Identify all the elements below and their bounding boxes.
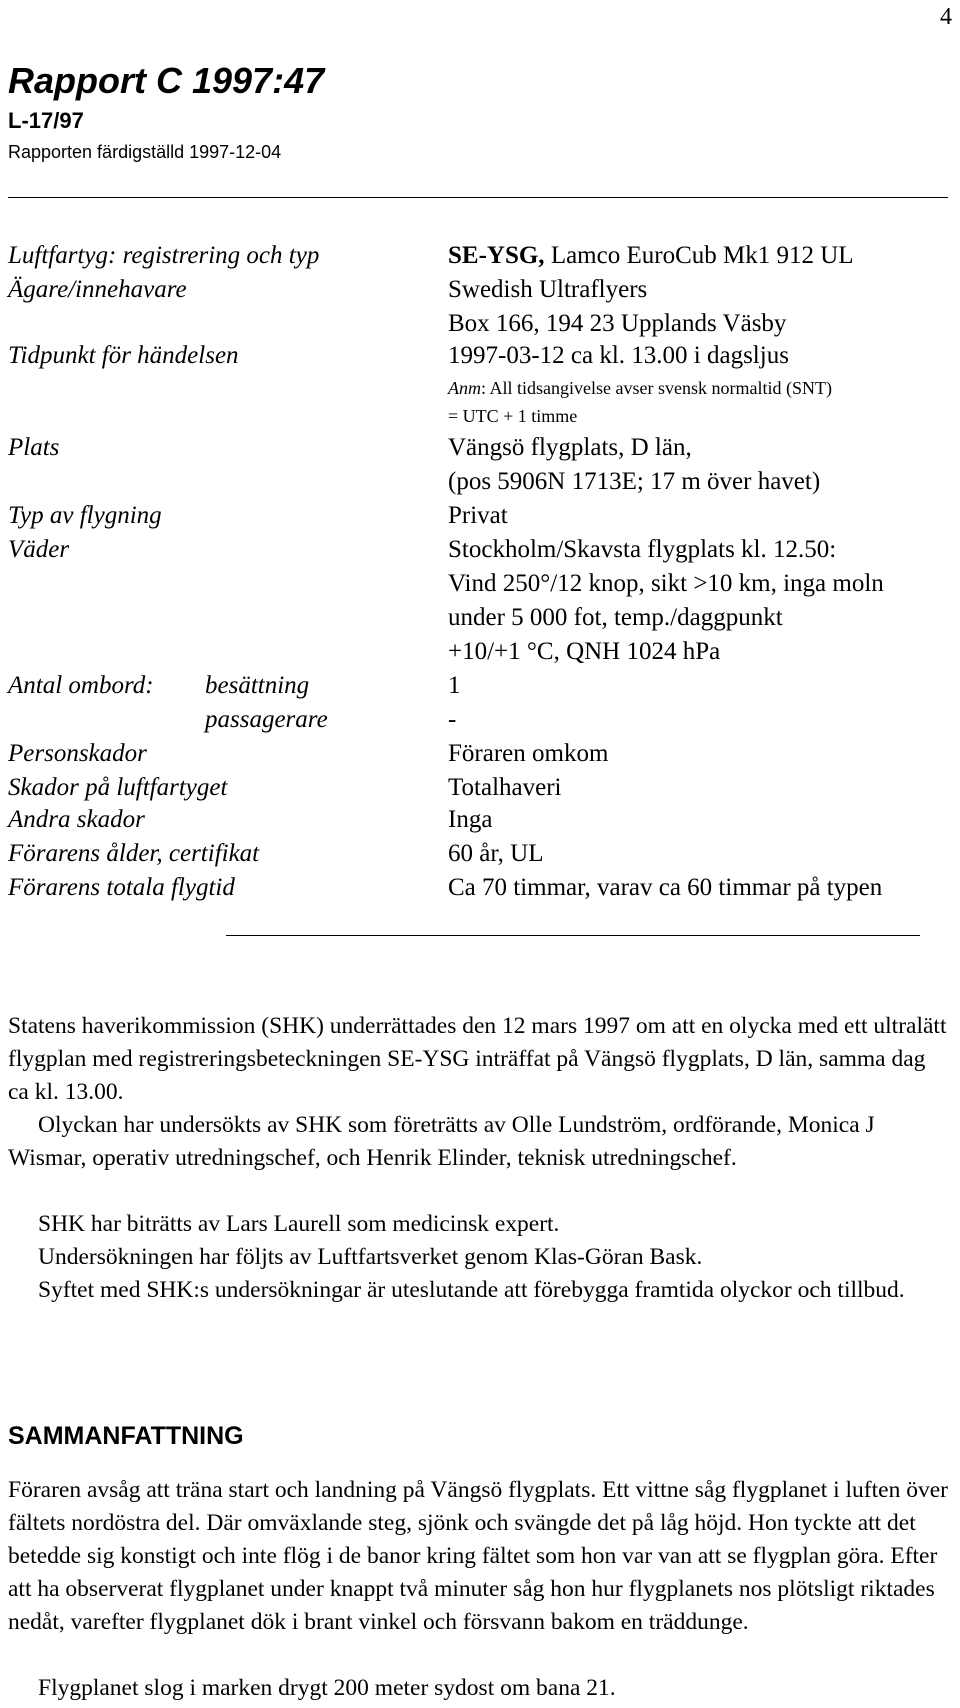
other-damage-label: Andra skador (8, 806, 145, 833)
crew-value: 1 (448, 672, 461, 699)
aircraft-label: Luftfartyg: registrering och typ (8, 242, 320, 269)
header-divider (8, 197, 948, 198)
place-position: (pos 5906N 1713E; 17 m över havet) (448, 468, 821, 495)
owner-label: Ägare/innehavare (8, 276, 187, 303)
completion-date: Rapporten färdigställd 1997-12-04 (8, 142, 282, 162)
damage-label: Skador på luftfartyget (8, 774, 228, 801)
report-subtitle: L-17/97 (8, 108, 84, 133)
flight-type-value: Privat (448, 502, 508, 529)
owner-name: Swedish Ultraflyers (448, 276, 648, 303)
time-value: 1997-03-12 ca kl. 13.00 i dagsljus (448, 342, 789, 369)
summary-paragraph: Föraren avsåg att träna start och landning på Vängsö flygplats. Ett vittne såg flygplanet i luften över fältets nordöstra del. Där omväxlande steg, sjönk och svängde det på låg höjd. Hon tyckte att det betedde sig konstigt och inte flög i de banor kring fältet som hon var van att se flygplan göra. Efter att ha observerat flygplanet under knappt två minuter såg hon hur flygplanets nos plötsligt riktades nedåt, varefter flygplanet dök i brant vinkel och försvann bakom en träddunge. (8, 1477, 948, 1635)
flight-type-label: Typ av flygning (8, 502, 162, 529)
injuries-label: Personskador (8, 740, 147, 767)
time-label: Tidpunkt för händelsen (8, 342, 239, 369)
medical-expert-paragraph: SHK har biträtts av Lars Laurell som medicinsk expert. (38, 1211, 560, 1237)
page-number: 4 (940, 4, 952, 30)
place-value: Vängsö flygplats, D län, (448, 434, 692, 461)
time-note-text: : All tidsangivelse avser svensk normaltid (SNT) (481, 378, 832, 398)
injuries-value: Föraren omkom (448, 740, 609, 767)
passengers-label: passagerare (205, 706, 328, 733)
flight-time-value: Ca 70 timmar, varav ca 60 timmar på typen (448, 874, 883, 901)
intro-paragraph: Statens haverikommission (SHK) underrättades den 12 mars 1997 om att en olycka med ett ultralätt flygplan med registreringsbeteckningen SE-YSG inträffat på Vängsö flygplats, D län, samma dag ca kl. 13.00. (8, 1013, 947, 1105)
place-label: Plats (8, 434, 60, 461)
weather-line-2: Vind 250°/12 knop, sikt >10 km, inga moln (448, 570, 884, 597)
aircraft-value (448, 242, 854, 270)
pilot-value: 60 år, UL (448, 840, 544, 867)
weather-line-3: under 5 000 fot, temp./daggpunkt (448, 604, 783, 631)
crew-label: besättning (205, 672, 310, 699)
weather-line-1: Stockholm/Skavsta flygplats kl. 12.50: (448, 536, 837, 563)
weather-line-4: +10/+1 °C, QNH 1024 hPa (448, 638, 721, 665)
aircraft-type: Lamco EuroCub Mk1 912 UL (544, 242, 854, 269)
investigation-paragraph: Olyckan har undersökts av SHK som företrätts av Olle Lundström, ordförande, Monica J Wismar, operativ utredningschef, och Henrik Elinder, teknisk utredningschef. (8, 1112, 875, 1171)
time-note-prefix: Anm (448, 378, 481, 398)
impact-paragraph: Flygplanet slog i marken drygt 200 meter sydost om bana 21. (38, 1675, 616, 1701)
time-note-line2: = UTC + 1 timme (448, 406, 578, 426)
owner-address: Box 166, 194 23 Upplands Väsby (448, 310, 787, 337)
aircraft-registration: SE-YSG, (448, 242, 545, 269)
facts-divider (226, 935, 920, 936)
purpose-paragraph: Syftet med SHK:s undersökningar är uteslutande att förebygga framtida olyckor och tillbud. (38, 1277, 905, 1303)
summary-heading: SAMMANFATTNING (8, 1422, 244, 1450)
time-note (448, 378, 832, 399)
flight-time-label: Förarens totala flygtid (8, 874, 235, 901)
pilot-label: Förarens ålder, certifikat (8, 840, 260, 867)
weather-label: Väder (8, 536, 70, 563)
damage-value: Totalhaveri (448, 774, 562, 801)
passengers-value: - (448, 706, 457, 733)
report-title: Rapport C 1997:47 (8, 60, 325, 101)
other-damage-value: Inga (448, 806, 493, 833)
observer-paragraph: Undersökningen har följts av Luftfartsverket genom Klas-Göran Bask. (38, 1244, 703, 1270)
onboard-label: Antal ombord: (8, 672, 154, 699)
